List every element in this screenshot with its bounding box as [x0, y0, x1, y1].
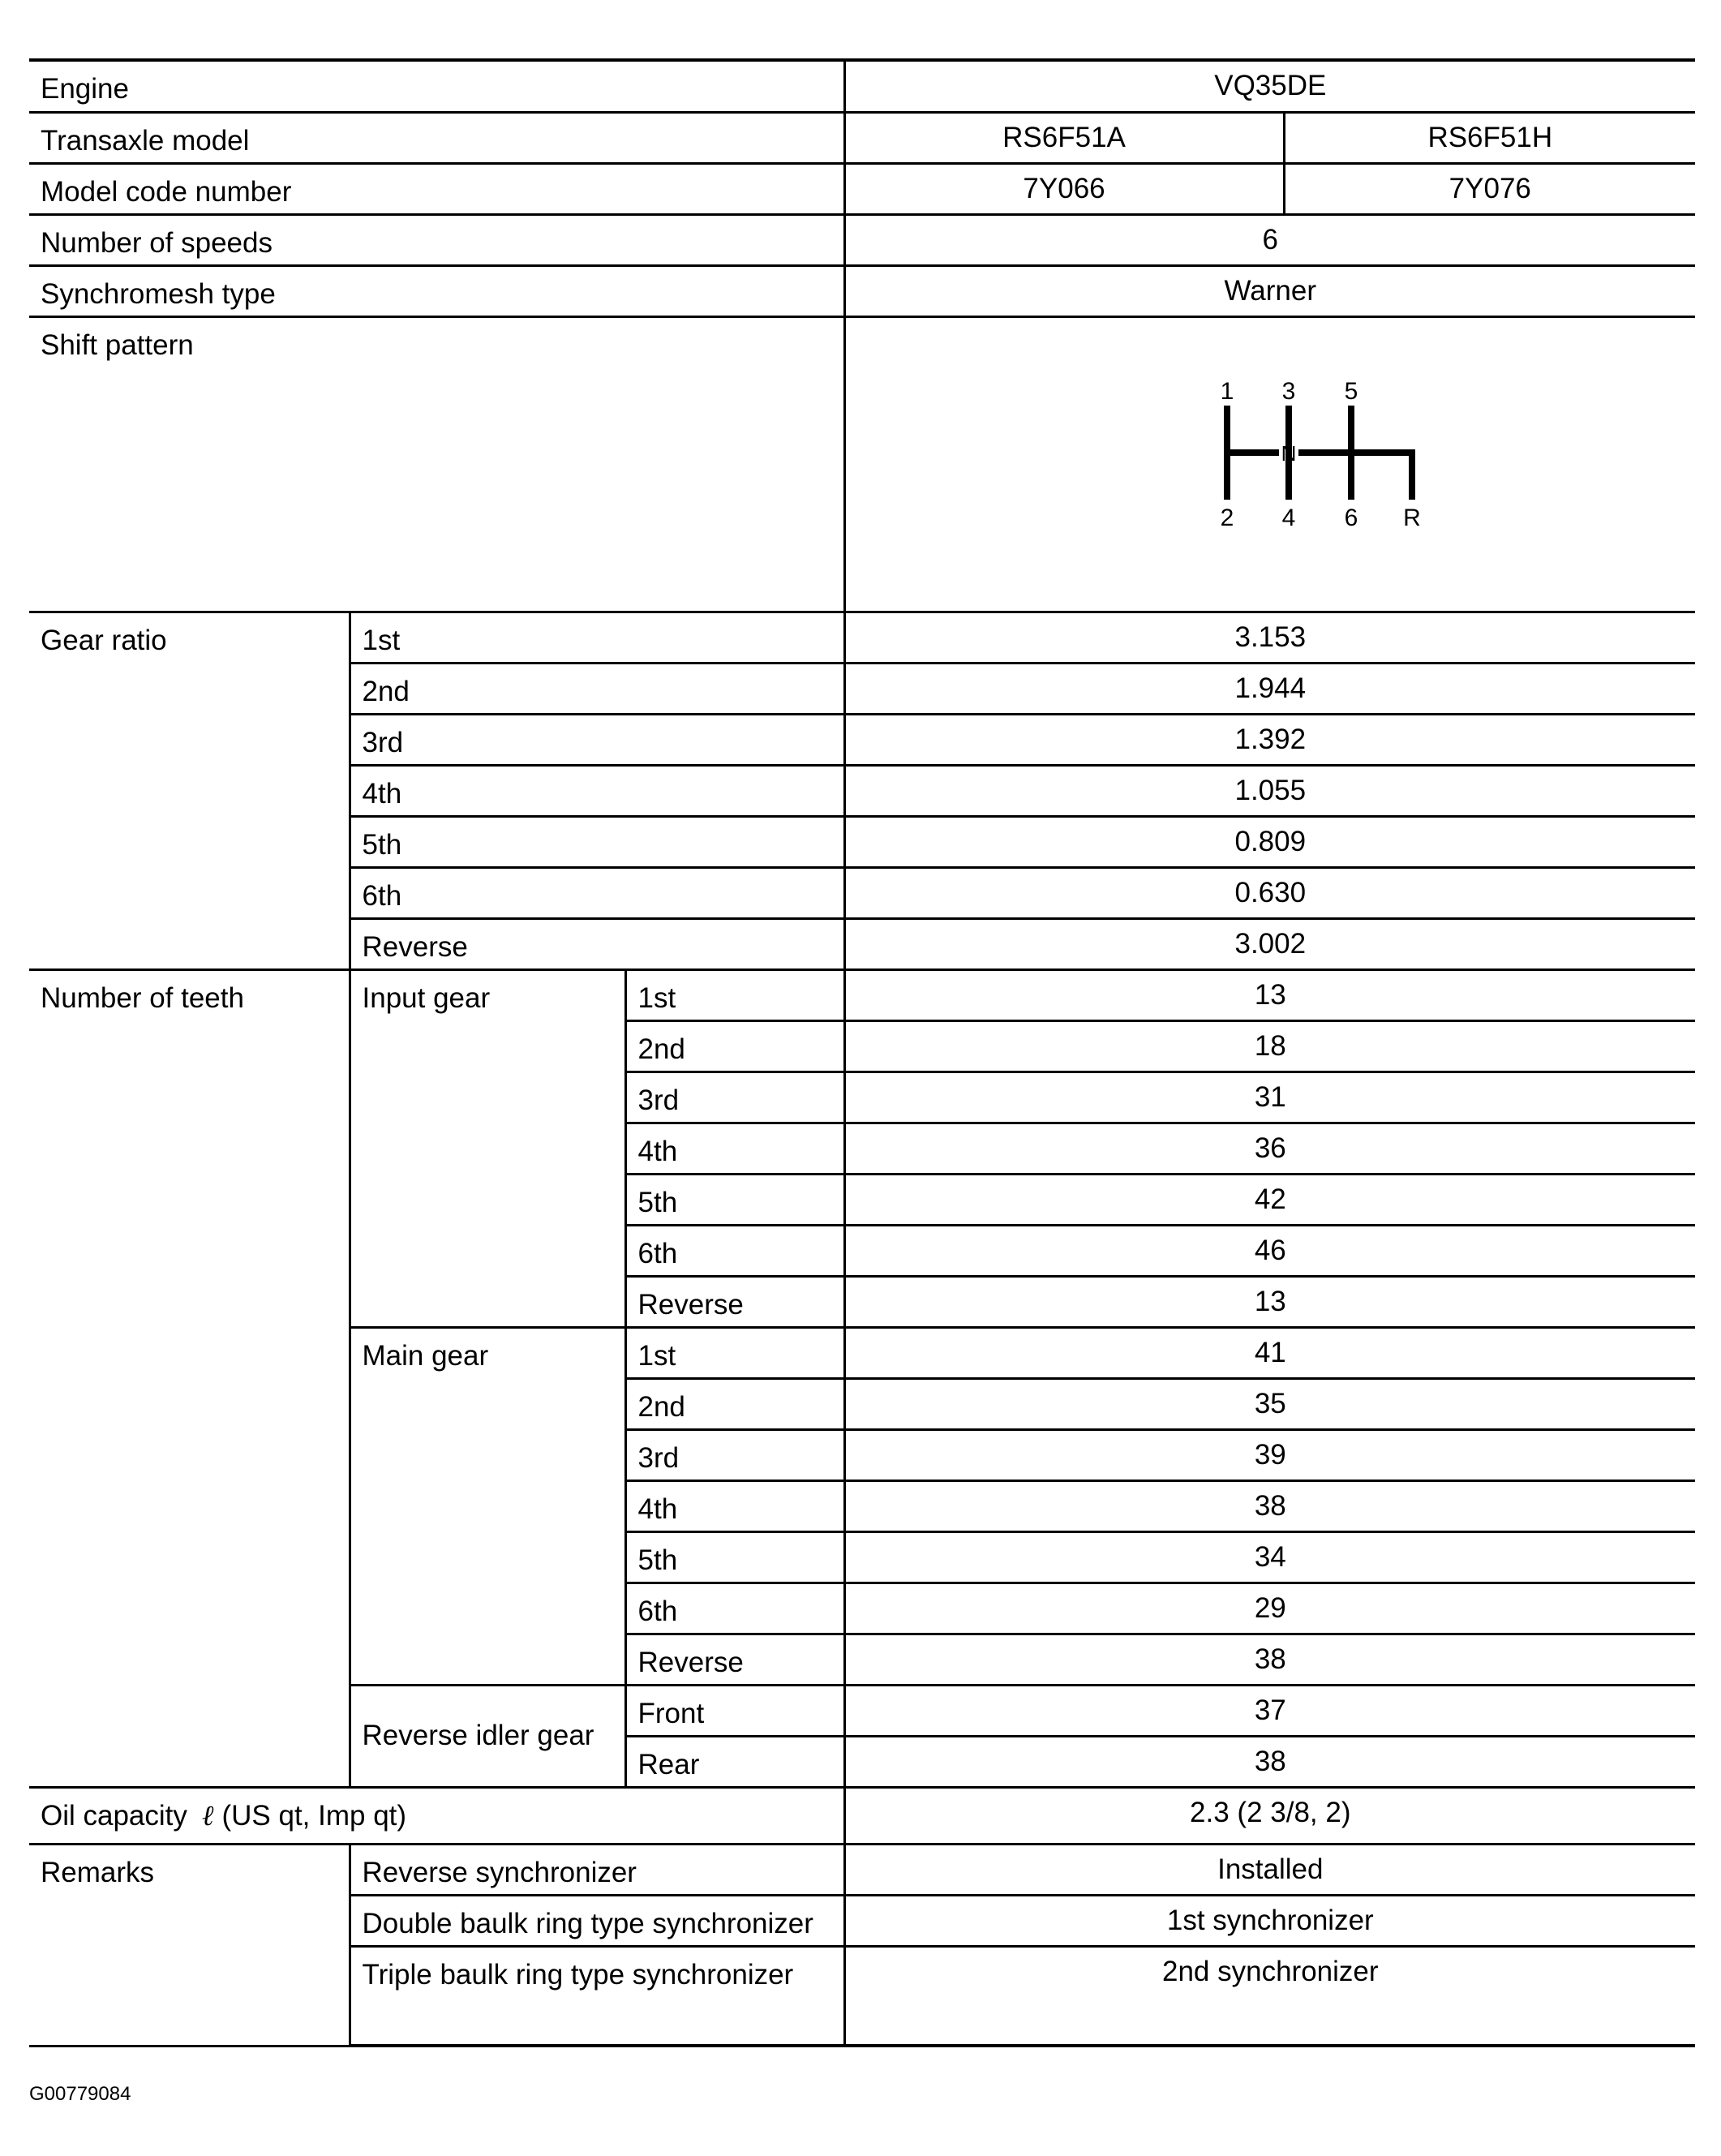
teeth-gear: 1st [625, 969, 844, 1020]
main-gear-label: Main gear [350, 1327, 625, 1685]
model-code-row [29, 163, 1695, 214]
model-code-value-a: 7Y066 [844, 163, 1284, 214]
shift-label-1: 1 [1220, 377, 1234, 405]
teeth-value: 41 [844, 1327, 1695, 1378]
remarks-item: Reverse synchronizer [350, 1844, 844, 1895]
transaxle-model-value-h: RS6F51H [1284, 112, 1695, 163]
gear-ratio-value: 1.944 [844, 663, 1695, 714]
remarks-item: Triple baulk ring type synchronizer [350, 1946, 844, 2046]
liter-symbol: ℓ [201, 1799, 214, 1832]
teeth-value: 38 [844, 1480, 1695, 1531]
transaxle-model-row [29, 112, 1695, 163]
teeth-value: 46 [844, 1225, 1695, 1276]
remarks-value: Installed [844, 1844, 1695, 1895]
gear-ratio-gear: 6th [350, 867, 844, 918]
synchromesh-type-label: Synchromesh type [29, 265, 844, 316]
teeth-gear: 4th [625, 1123, 844, 1174]
teeth-value: 35 [844, 1378, 1695, 1429]
remarks-row [29, 1844, 1695, 1895]
teeth-value: 38 [844, 1634, 1695, 1685]
model-code-value-h: 7Y076 [1284, 163, 1695, 214]
teeth-gear: 5th [625, 1531, 844, 1583]
teeth-gear: Reverse [625, 1276, 844, 1327]
gear-ratio-label: Gear ratio [29, 612, 350, 969]
shift-label-neutral: N [1281, 440, 1296, 466]
teeth-value: 18 [844, 1020, 1695, 1072]
teeth-gear: 6th [625, 1583, 844, 1634]
teeth-value: 13 [844, 969, 1695, 1020]
gear-ratio-value: 3.153 [844, 612, 1695, 663]
engine-label: Engine [29, 60, 844, 112]
gear-ratio-gear: Reverse [350, 918, 844, 969]
number-of-speeds-row [29, 214, 1695, 265]
teeth-value: 39 [844, 1429, 1695, 1480]
oil-capacity-label: Oil capacity [41, 1799, 187, 1832]
teeth-gear: 3rd [625, 1072, 844, 1123]
teeth-value: 38 [844, 1736, 1695, 1787]
synchromesh-type-row [29, 265, 1695, 316]
remarks-value: 1st synchronizer [844, 1895, 1695, 1946]
shift-pattern-row [29, 316, 1695, 612]
number-of-speeds-label: Number of speeds [29, 214, 844, 265]
gear-ratio-value: 0.630 [844, 867, 1695, 918]
synchromesh-type-value: Warner [844, 265, 1695, 316]
gear-ratio-gear: 4th [350, 765, 844, 816]
shift-label-2: 2 [1220, 504, 1234, 531]
engine-row [29, 60, 1695, 112]
gear-ratio-value: 1.392 [844, 714, 1695, 765]
teeth-gear: 4th [625, 1480, 844, 1531]
transaxle-model-value-a: RS6F51A [844, 112, 1284, 163]
number-of-speeds-value: 6 [844, 214, 1695, 265]
reverse-idler-gear-label: Reverse idler gear [350, 1685, 625, 1787]
teeth-row [29, 969, 1695, 1020]
gear-ratio-value: 0.809 [844, 816, 1695, 867]
teeth-gear: 3rd [625, 1429, 844, 1480]
oil-capacity-row [29, 1787, 1695, 1844]
shift-pattern-diagram [1195, 367, 1462, 553]
shift-label-5: 5 [1344, 377, 1358, 405]
gear-ratio-gear: 2nd [350, 663, 844, 714]
remarks-value: 2nd synchronizer [844, 1946, 1695, 2046]
oil-capacity-unit: (US qt, Imp qt) [221, 1799, 407, 1832]
engine-value: VQ35DE [844, 60, 1695, 112]
gear-ratio-gear: 5th [350, 816, 844, 867]
remarks-label: Remarks [29, 1844, 350, 2046]
teeth-gear: Front [625, 1685, 844, 1736]
gear-ratio-value: 3.002 [844, 918, 1695, 969]
gear-ratio-gear: 1st [350, 612, 844, 663]
teeth-gear: 6th [625, 1225, 844, 1276]
shift-label-4: 4 [1281, 504, 1295, 531]
shift-pattern-label: Shift pattern [29, 316, 844, 612]
number-of-teeth-label: Number of teeth [29, 969, 350, 1787]
gear-ratio-value: 1.055 [844, 765, 1695, 816]
specification-table [29, 58, 1695, 2047]
teeth-value: 37 [844, 1685, 1695, 1736]
oil-capacity-label-cell [29, 1787, 844, 1844]
teeth-value: 13 [844, 1276, 1695, 1327]
teeth-value: 31 [844, 1072, 1695, 1123]
transaxle-model-label: Transaxle model [29, 112, 844, 163]
teeth-gear: Rear [625, 1736, 844, 1787]
remarks-item: Double baulk ring type synchronizer [350, 1895, 844, 1946]
shift-pattern-cell [844, 316, 1695, 612]
teeth-gear: 1st [625, 1327, 844, 1378]
teeth-value: 29 [844, 1583, 1695, 1634]
gear-ratio-gear: 3rd [350, 714, 844, 765]
teeth-gear: 2nd [625, 1378, 844, 1429]
teeth-gear: 2nd [625, 1020, 844, 1072]
input-gear-label: Input gear [350, 969, 625, 1327]
teeth-value: 42 [844, 1174, 1695, 1225]
shift-label-6: 6 [1344, 504, 1358, 531]
model-code-label: Model code number [29, 163, 844, 214]
figure-code: G00779084 [29, 2083, 131, 2105]
shift-label-reverse: R [1402, 504, 1421, 531]
teeth-gear: Reverse [625, 1634, 844, 1685]
shift-label-3: 3 [1281, 377, 1295, 405]
teeth-value: 34 [844, 1531, 1695, 1583]
gear-ratio-row [29, 612, 1695, 663]
teeth-value: 36 [844, 1123, 1695, 1174]
teeth-gear: 5th [625, 1174, 844, 1225]
oil-capacity-value: 2.3 (2 3/8, 2) [844, 1787, 1695, 1844]
